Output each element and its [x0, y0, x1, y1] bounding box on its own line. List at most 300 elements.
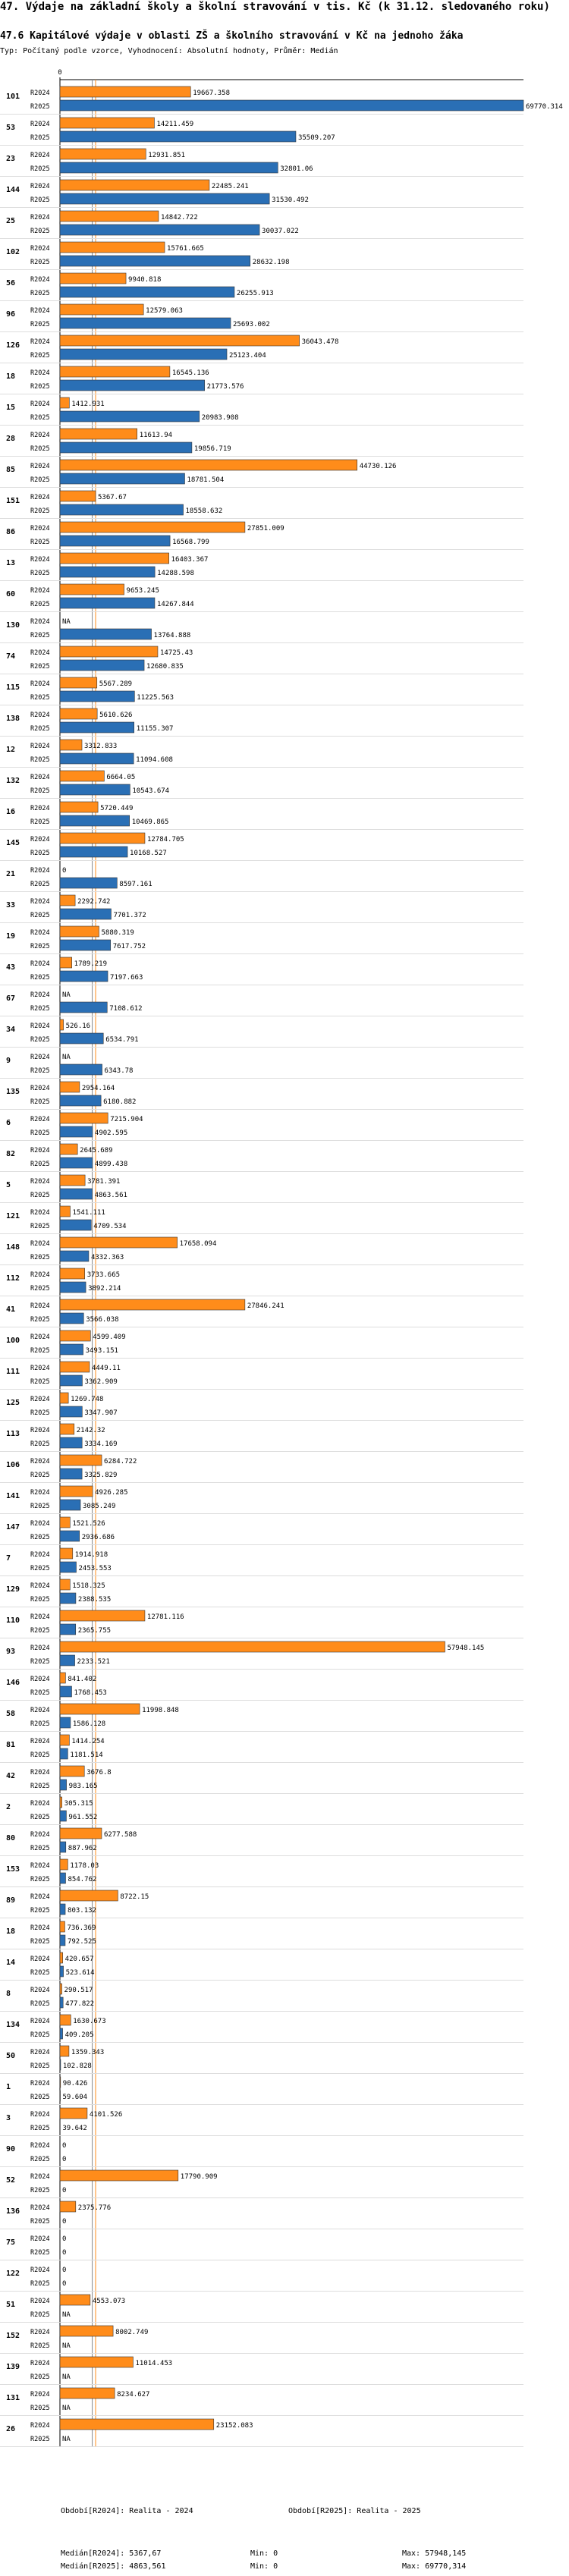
- bar-r2024: [60, 1828, 102, 1839]
- series-label: R2025: [30, 1098, 50, 1106]
- bar-r2024: [60, 1984, 62, 1994]
- value-label: 6343.78: [104, 1067, 134, 1075]
- value-label: 2453.553: [78, 1565, 112, 1572]
- bar-r2024: [60, 180, 209, 190]
- value-label: 3781.391: [87, 1178, 121, 1186]
- series-label: R2024: [30, 121, 50, 128]
- group-label: 52: [6, 2176, 16, 2185]
- value-label: 4101.526: [89, 2111, 123, 2119]
- series-label: R2024: [30, 1085, 50, 1092]
- bar-r2024: [60, 1579, 70, 1590]
- series-label: R2024: [30, 1551, 50, 1559]
- group-label: 21: [6, 870, 16, 878]
- series-label: R2024: [30, 1209, 50, 1217]
- value-label: 11613.94: [139, 432, 173, 439]
- value-label: 2365.755: [77, 1627, 112, 1635]
- group-label: 2: [6, 1803, 11, 1811]
- bar-r2025: [60, 1811, 66, 1821]
- value-label: 18781.504: [187, 476, 225, 484]
- bar-r2025: [60, 971, 108, 982]
- series-label: R2024: [30, 90, 50, 97]
- bar-r2024: [60, 957, 72, 968]
- legend-r2024: Období[R2024]: Realita - 2024: [61, 2507, 193, 2515]
- value-label: 1359.343: [71, 2049, 105, 2056]
- group-label: 153: [6, 1865, 20, 1874]
- x-tick-label: 0: [58, 69, 62, 77]
- value-label: 5880.319: [101, 929, 134, 937]
- value-label: NA: [62, 2342, 71, 2350]
- bar-r2024: [60, 1144, 77, 1154]
- bar-r2024: [60, 2108, 87, 2119]
- series-label: R2025: [30, 850, 50, 857]
- series-label: R2024: [30, 867, 50, 875]
- value-label: NA: [62, 991, 71, 999]
- bar-r2024: [60, 2357, 133, 2367]
- bar-r2024: [60, 833, 145, 843]
- value-label: 15761.665: [167, 245, 204, 253]
- series-label: R2024: [30, 1987, 50, 1994]
- group-label: 34: [6, 1026, 16, 1034]
- series-label: R2025: [30, 2062, 50, 2070]
- value-label: 1521.526: [72, 1520, 105, 1528]
- value-label: 12680.835: [146, 663, 184, 671]
- bar-r2024: [60, 304, 143, 315]
- value-label: 2375.776: [77, 2204, 112, 2212]
- value-label: 36043.478: [301, 338, 339, 346]
- group-label: 15: [6, 404, 16, 412]
- value-label: 5367.67: [98, 494, 127, 501]
- series-label: R2024: [30, 1738, 50, 1745]
- bar-r2024: [60, 1704, 140, 1714]
- value-label: 17658.094: [179, 1240, 217, 1248]
- series-label: R2024: [30, 1489, 50, 1497]
- bar-r2025: [60, 1313, 83, 1324]
- series-label: R2025: [30, 2125, 50, 2132]
- series-label: R2025: [30, 632, 50, 639]
- value-label: 2142.32: [76, 1427, 105, 1434]
- group-label: 26: [6, 2425, 16, 2433]
- series-label: R2024: [30, 1458, 50, 1465]
- value-label: 6664.05: [106, 774, 136, 781]
- group-label: 151: [6, 497, 20, 505]
- group-label: 60: [6, 590, 16, 598]
- value-label: 23152.083: [215, 2422, 253, 2430]
- series-label: R2025: [30, 476, 50, 484]
- group-label: 90: [6, 2145, 16, 2153]
- bar-r2025: [60, 598, 155, 608]
- bar-r2025: [60, 411, 200, 422]
- series-label: R2024: [30, 1800, 50, 1808]
- series-label: R2024: [30, 1676, 50, 1683]
- series-label: R2025: [30, 2280, 50, 2288]
- group-label: 23: [6, 155, 16, 163]
- bar-r2025: [60, 1624, 76, 1635]
- value-label: 3892.214: [88, 1285, 121, 1293]
- group-label: 135: [6, 1088, 20, 1096]
- series-label: R2024: [30, 2049, 50, 2056]
- series-label: R2025: [30, 2249, 50, 2257]
- bar-r2025: [60, 1655, 75, 1666]
- bar-r2025: [60, 691, 134, 702]
- value-label: 3493.151: [85, 1347, 118, 1355]
- bar-r2024: [60, 335, 300, 346]
- bar-r2024: [60, 2077, 61, 2088]
- bar-r2025: [60, 193, 269, 204]
- value-label: 18558.632: [185, 507, 223, 515]
- chart-subtitle: 47.6 Kapitálové výdaje v oblasti ZŠ a školního stravování v Kč na jednoho žáka: [0, 30, 464, 42]
- value-label: 102.828: [62, 2062, 92, 2070]
- value-label: 20983.908: [201, 414, 239, 422]
- value-label: 0: [62, 2280, 67, 2288]
- series-label: R2024: [30, 2298, 50, 2305]
- value-label: 2388.535: [77, 1596, 112, 1604]
- bar-r2024: [60, 397, 69, 408]
- series-label: R2024: [30, 1147, 50, 1154]
- value-label: 7215.904: [110, 1116, 143, 1123]
- value-label: 0: [62, 2156, 67, 2163]
- series-label: R2025: [30, 2000, 50, 2008]
- value-label: 1181.514: [70, 1751, 103, 1759]
- bar-r2025: [60, 940, 111, 950]
- median-r2025: Medián[R2025]: 4863,561: [61, 2562, 166, 2571]
- value-label: 13764.888: [153, 632, 191, 639]
- bar-r2024: [60, 1424, 74, 1434]
- bar-r2025: [60, 1126, 93, 1137]
- bar-r2025: [60, 1842, 66, 1852]
- group-label: 3: [6, 2114, 11, 2122]
- value-label: 1541.111: [72, 1209, 105, 1217]
- series-label: R2024: [30, 214, 50, 221]
- bar-r2025: [60, 1282, 86, 1293]
- series-label: R2024: [30, 2142, 50, 2150]
- value-label: 1630.673: [73, 2018, 106, 2025]
- series-label: R2025: [30, 134, 50, 142]
- series-label: R2024: [30, 1645, 50, 1652]
- bar-r2024: [60, 1019, 64, 1030]
- group-label: 138: [6, 715, 20, 723]
- group-label: 19: [6, 932, 16, 941]
- value-label: NA: [62, 2436, 71, 2443]
- group-label: 75: [6, 2238, 16, 2247]
- series-label: R2025: [30, 1814, 50, 1821]
- series-label: R2024: [30, 929, 50, 937]
- value-label: 10543.674: [132, 787, 170, 795]
- value-label: 4926.285: [95, 1489, 128, 1497]
- series-label: R2025: [30, 1627, 50, 1635]
- value-label: 19667.358: [193, 90, 231, 97]
- value-label: 27846.241: [247, 1302, 284, 1310]
- bar-r2025: [60, 256, 250, 266]
- bar-r2025: [60, 1780, 67, 1790]
- bar-r2025: [60, 847, 127, 857]
- group-label: 13: [6, 559, 16, 567]
- series-label: R2024: [30, 1302, 50, 1310]
- series-label: R2024: [30, 2329, 50, 2336]
- bar-r2025: [60, 162, 278, 173]
- group-label: 14: [6, 1959, 16, 1967]
- bar-r2024: [60, 2015, 71, 2025]
- bar-r2024: [60, 740, 82, 750]
- series-label: R2024: [30, 774, 50, 781]
- series-label: R2024: [30, 1178, 50, 1186]
- series-label: R2024: [30, 2204, 50, 2212]
- series-label: R2024: [30, 432, 50, 439]
- series-label: R2024: [30, 836, 50, 843]
- bar-r2025: [60, 1935, 65, 1946]
- value-label: 0: [62, 2249, 67, 2257]
- bar-r2024: [60, 1610, 145, 1621]
- value-label: 6284.722: [104, 1458, 137, 1465]
- group-label: 85: [6, 466, 16, 474]
- series-label: R2024: [30, 2235, 50, 2243]
- value-label: 10168.527: [130, 850, 167, 857]
- series-label: R2025: [30, 1285, 50, 1293]
- series-label: R2025: [30, 1036, 50, 1044]
- series-label: R2025: [30, 1565, 50, 1572]
- value-label: 0: [62, 2235, 67, 2243]
- value-label: 11094.608: [136, 756, 173, 764]
- bar-r2024: [60, 646, 158, 657]
- value-label: 4332.363: [90, 1254, 124, 1261]
- series-label: R2024: [30, 1893, 50, 1901]
- bar-r2024: [60, 1330, 90, 1341]
- group-label: 146: [6, 1679, 20, 1687]
- value-label: 5567.289: [99, 680, 133, 688]
- series-label: R2025: [30, 1907, 50, 1915]
- chart-title: 47. Výdaje na základní školy a školní stravování v tis. Kč (k 31.12. sledovaného roku): [0, 1, 550, 13]
- value-label: 14725.43: [159, 649, 193, 657]
- bar-r2025: [60, 567, 155, 577]
- group-label: 82: [6, 1150, 16, 1158]
- value-label: 736.369: [67, 1924, 96, 1932]
- bar-r2024: [60, 86, 190, 97]
- group-label: 111: [6, 1368, 20, 1376]
- series-label: R2024: [30, 2267, 50, 2274]
- value-label: 477.822: [65, 2000, 95, 2008]
- value-label: 5610.626: [99, 712, 133, 719]
- bar-r2024: [60, 1921, 64, 1932]
- series-label: R2024: [30, 1116, 50, 1123]
- bar-r2025: [60, 1593, 76, 1604]
- group-label: 81: [6, 1741, 16, 1749]
- series-label: R2024: [30, 1271, 50, 1279]
- series-label: R2025: [30, 1876, 50, 1883]
- group-label: 126: [6, 341, 20, 350]
- bar-r2024: [60, 1548, 73, 1559]
- value-label: 22485.241: [211, 183, 249, 190]
- bar-r2024: [60, 771, 104, 781]
- max-r2024: Max: 57948,145: [402, 2549, 467, 2558]
- series-label: R2025: [30, 2031, 50, 2039]
- value-label: 16545.136: [171, 369, 209, 377]
- value-label: 4449.11: [91, 1365, 121, 1372]
- value-label: 1414.254: [71, 1738, 105, 1745]
- bar-r2025: [60, 1033, 103, 1044]
- series-label: R2025: [30, 1472, 50, 1479]
- bar-r2025: [60, 909, 111, 919]
- group-label: 53: [6, 124, 16, 132]
- bar-r2024: [60, 366, 170, 377]
- group-label: 139: [6, 2363, 20, 2371]
- value-label: 11014.453: [135, 2360, 173, 2367]
- bar-r2025: [60, 1437, 82, 1448]
- group-label: 112: [6, 1274, 20, 1283]
- bar-r2025: [60, 878, 117, 888]
- bar-r2024: [60, 1735, 69, 1745]
- bar-r2024: [60, 553, 169, 564]
- bar-r2025: [60, 1500, 80, 1510]
- group-label: 93: [6, 1648, 16, 1656]
- group-label: 130: [6, 621, 20, 630]
- series-label: R2025: [30, 1254, 50, 1261]
- series-label: R2024: [30, 152, 50, 159]
- value-label: 32801.06: [280, 165, 313, 173]
- series-label: R2025: [30, 259, 50, 266]
- value-label: 0: [62, 2267, 67, 2274]
- value-label: 59.604: [62, 2094, 88, 2101]
- bar-r2024: [60, 1486, 93, 1497]
- group-label: 51: [6, 2301, 16, 2309]
- series-label: R2024: [30, 2391, 50, 2399]
- group-label: 42: [6, 1772, 16, 1780]
- group-label: 7: [6, 1554, 11, 1563]
- value-label: 3085.249: [83, 1503, 116, 1510]
- value-label: 8002.749: [115, 2329, 149, 2336]
- value-label: 12931.851: [148, 152, 186, 159]
- bar-r2025: [60, 100, 523, 111]
- group-label: 16: [6, 808, 16, 816]
- series-label: R2024: [30, 307, 50, 315]
- bar-r2024: [60, 522, 245, 532]
- value-label: 35509.207: [297, 134, 335, 142]
- value-label: 44730.126: [359, 463, 397, 470]
- group-label: 58: [6, 1710, 16, 1718]
- group-label: 131: [6, 2394, 20, 2402]
- series-label: R2024: [30, 2422, 50, 2430]
- value-label: 6180.882: [103, 1098, 137, 1106]
- bar-r2024: [60, 242, 165, 253]
- series-label: R2025: [30, 1378, 50, 1386]
- group-label: 28: [6, 435, 16, 443]
- bar-r2025: [60, 1251, 89, 1261]
- value-label: 5720.449: [100, 805, 134, 812]
- series-label: R2025: [30, 2405, 50, 2412]
- bar-r2024: [60, 460, 357, 470]
- group-label: 41: [6, 1305, 16, 1314]
- group-label: 18: [6, 372, 16, 381]
- series-label: R2024: [30, 2360, 50, 2367]
- value-label: 9940.818: [128, 276, 162, 284]
- value-label: NA: [62, 2311, 71, 2319]
- value-label: 19856.719: [193, 445, 231, 453]
- median-r2024: Medián[R2024]: 5367,67: [61, 2549, 162, 2558]
- max-r2025: Max: 69770,314: [402, 2562, 467, 2571]
- series-label: R2025: [30, 818, 50, 826]
- value-label: 26255.913: [236, 290, 274, 297]
- bar-r2024: [60, 273, 126, 284]
- bar-r2024: [60, 1175, 85, 1186]
- series-label: R2025: [30, 1689, 50, 1697]
- bar-r2025: [60, 1220, 91, 1230]
- value-label: 4709.534: [93, 1223, 127, 1230]
- value-label: 16568.799: [172, 539, 209, 546]
- series-label: R2025: [30, 2373, 50, 2381]
- series-label: R2025: [30, 507, 50, 515]
- series-label: R2024: [30, 712, 50, 719]
- series-label: R2025: [30, 1503, 50, 1510]
- bar-r2025: [60, 380, 205, 391]
- bar-r2024: [60, 429, 137, 439]
- series-label: R2024: [30, 1582, 50, 1590]
- series-label: R2024: [30, 1023, 50, 1030]
- value-label: 11155.307: [136, 725, 174, 733]
- series-label: R2025: [30, 1969, 50, 1977]
- group-label: 101: [6, 93, 20, 101]
- group-label: 113: [6, 1430, 20, 1438]
- series-label: R2025: [30, 1938, 50, 1946]
- bar-r2024: [60, 1517, 70, 1528]
- value-label: 305.315: [64, 1800, 93, 1808]
- series-label: R2024: [30, 2111, 50, 2119]
- bar-r2025: [60, 660, 144, 671]
- value-label: 3334.169: [84, 1440, 118, 1448]
- bar-r2025: [60, 349, 227, 360]
- bar-r2025: [60, 1966, 64, 1977]
- series-label: R2024: [30, 525, 50, 532]
- series-label: R2025: [30, 1129, 50, 1137]
- group-label: 136: [6, 2207, 20, 2216]
- series-label: R2025: [30, 2094, 50, 2101]
- bar-r2025: [60, 815, 130, 826]
- series-label: R2024: [30, 1365, 50, 1372]
- group-label: 5: [6, 1181, 11, 1189]
- bar-r2025: [60, 753, 134, 764]
- bar-r2025: [60, 2028, 63, 2039]
- value-label: 12579.063: [146, 307, 183, 315]
- series-label: R2025: [30, 694, 50, 702]
- group-label: 152: [6, 2332, 20, 2340]
- series-label: R2024: [30, 276, 50, 284]
- bar-r2025: [60, 722, 134, 733]
- series-label: R2025: [30, 1845, 50, 1852]
- series-label: R2024: [30, 245, 50, 253]
- value-label: 39.642: [62, 2125, 87, 2132]
- min-r2024: Min: 0: [250, 2549, 278, 2558]
- series-label: R2025: [30, 2218, 50, 2226]
- value-label: 8597.161: [119, 881, 152, 888]
- series-label: R2025: [30, 445, 50, 453]
- value-label: 21773.576: [206, 383, 244, 391]
- bar-r2024: [60, 1890, 118, 1901]
- value-label: 14211.459: [156, 121, 194, 128]
- value-label: 90.426: [62, 2080, 88, 2088]
- bar-r2024: [60, 1082, 80, 1092]
- value-label: 69770.314: [526, 103, 563, 111]
- value-label: 1789.219: [74, 960, 108, 968]
- series-label: R2024: [30, 1520, 50, 1528]
- series-label: R2025: [30, 1440, 50, 1448]
- series-label: R2024: [30, 1396, 50, 1403]
- value-label: 420.657: [64, 1956, 94, 1963]
- series-label: R2025: [30, 1596, 50, 1604]
- series-label: R2025: [30, 1347, 50, 1355]
- group-label: 106: [6, 1461, 20, 1469]
- series-label: R2024: [30, 183, 50, 190]
- series-label: R2024: [30, 1924, 50, 1932]
- bar-r2025: [60, 131, 296, 142]
- bar-r2024: [60, 2295, 90, 2305]
- series-label: R2025: [30, 1161, 50, 1168]
